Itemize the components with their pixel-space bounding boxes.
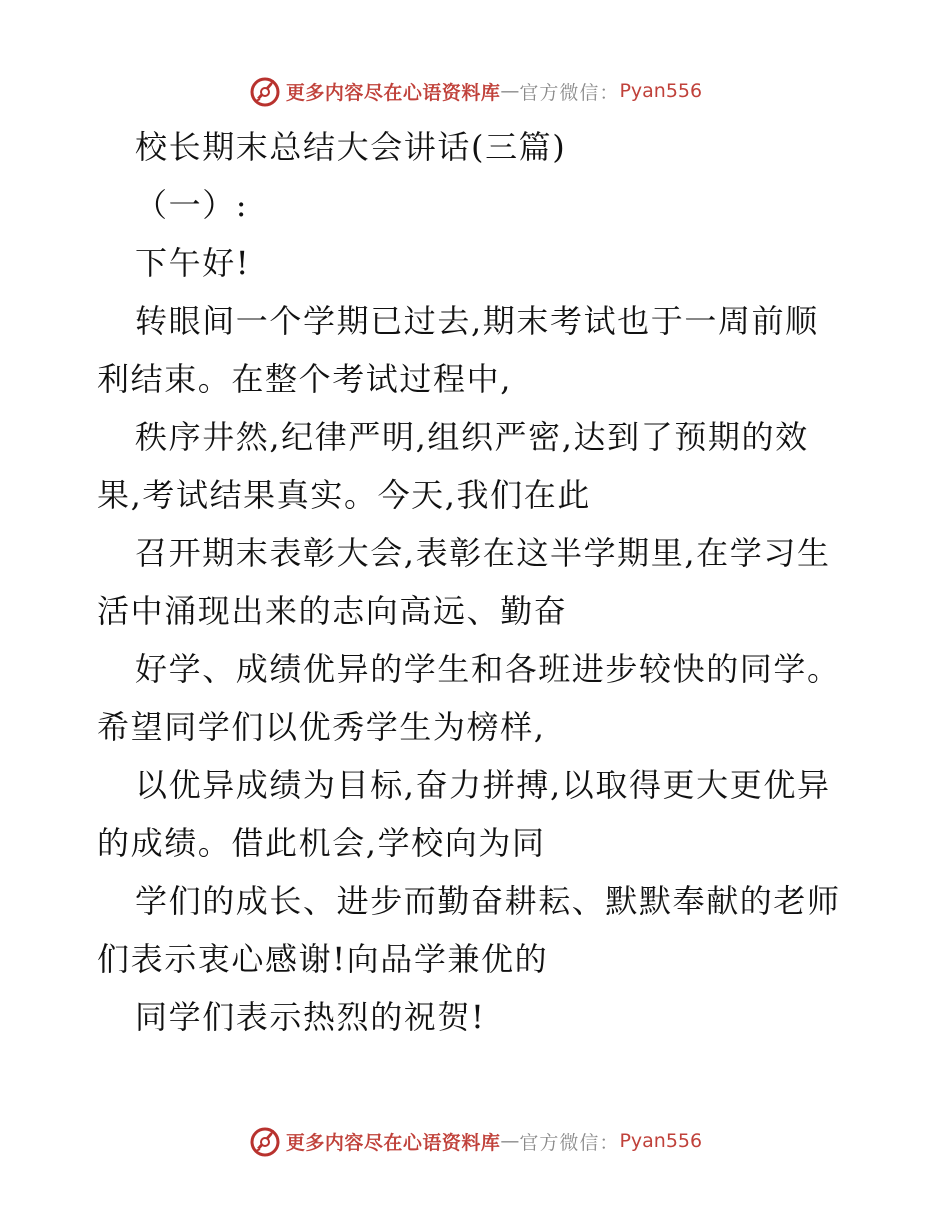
- banner-main-text: 更多内容尽在心语资料库: [285, 81, 501, 104]
- paragraph-line: 希望同学们以优秀学生为榜样,: [97, 708, 546, 746]
- quill-pen-logo-icon: [248, 1124, 282, 1158]
- paragraph-line: 利结束。在整个考试过程中,: [97, 360, 512, 398]
- paragraph-line: 以优异成绩为目标,奋力拼搏,以取得更大更优异: [135, 766, 831, 804]
- banner-wechat-label: 官方微信：: [519, 81, 620, 104]
- footer-watermark-banner: [0, 1121, 950, 1161]
- paragraph-line: 召开期末表彰大会,表彰在这半学期里,在学习生: [135, 534, 831, 572]
- paragraph-line: 果,考试结果真实。今天,我们在此: [97, 476, 591, 514]
- paragraph-line: 们表示衷心感谢!向品学兼优的: [97, 940, 549, 978]
- paragraph-line: 下午好!: [135, 244, 251, 282]
- paragraph-line: 秩序井然,纪律严明,组织严密,达到了预期的效: [135, 418, 809, 456]
- paragraph-line: 的成绩。借此机会,学校向为同: [97, 824, 546, 862]
- paragraph-line: 活中涌现出来的志向高远、勤奋: [97, 592, 568, 630]
- banner-main-text: 更多内容尽在心语资料库: [285, 1131, 501, 1154]
- document-body: [97, 118, 857, 1046]
- banner-dash: —: [500, 1130, 520, 1152]
- paragraph-line: （一）:: [135, 186, 249, 224]
- document-title: 校长期末总结大会讲话(三篇): [135, 128, 567, 166]
- banner-dash: —: [500, 80, 520, 102]
- paragraph-line: 同学们表示热烈的祝贺!: [135, 998, 486, 1036]
- paragraph-line: 学们的成长、进步而勤奋耕耘、默默奉献的老师: [135, 882, 841, 920]
- banner-wechat-label: 官方微信：: [519, 1131, 620, 1154]
- banner-wechat-id: Pyan556: [619, 1130, 703, 1152]
- quill-pen-logo-icon: [248, 74, 282, 108]
- paragraph-line: 好学、成绩优异的学生和各班进步较快的同学。: [135, 650, 841, 688]
- header-watermark-banner: [0, 71, 950, 111]
- paragraph-line: 转眼间一个学期已过去,期末考试也于一周前顺: [135, 302, 819, 340]
- banner-wechat-id: Pyan556: [619, 80, 703, 102]
